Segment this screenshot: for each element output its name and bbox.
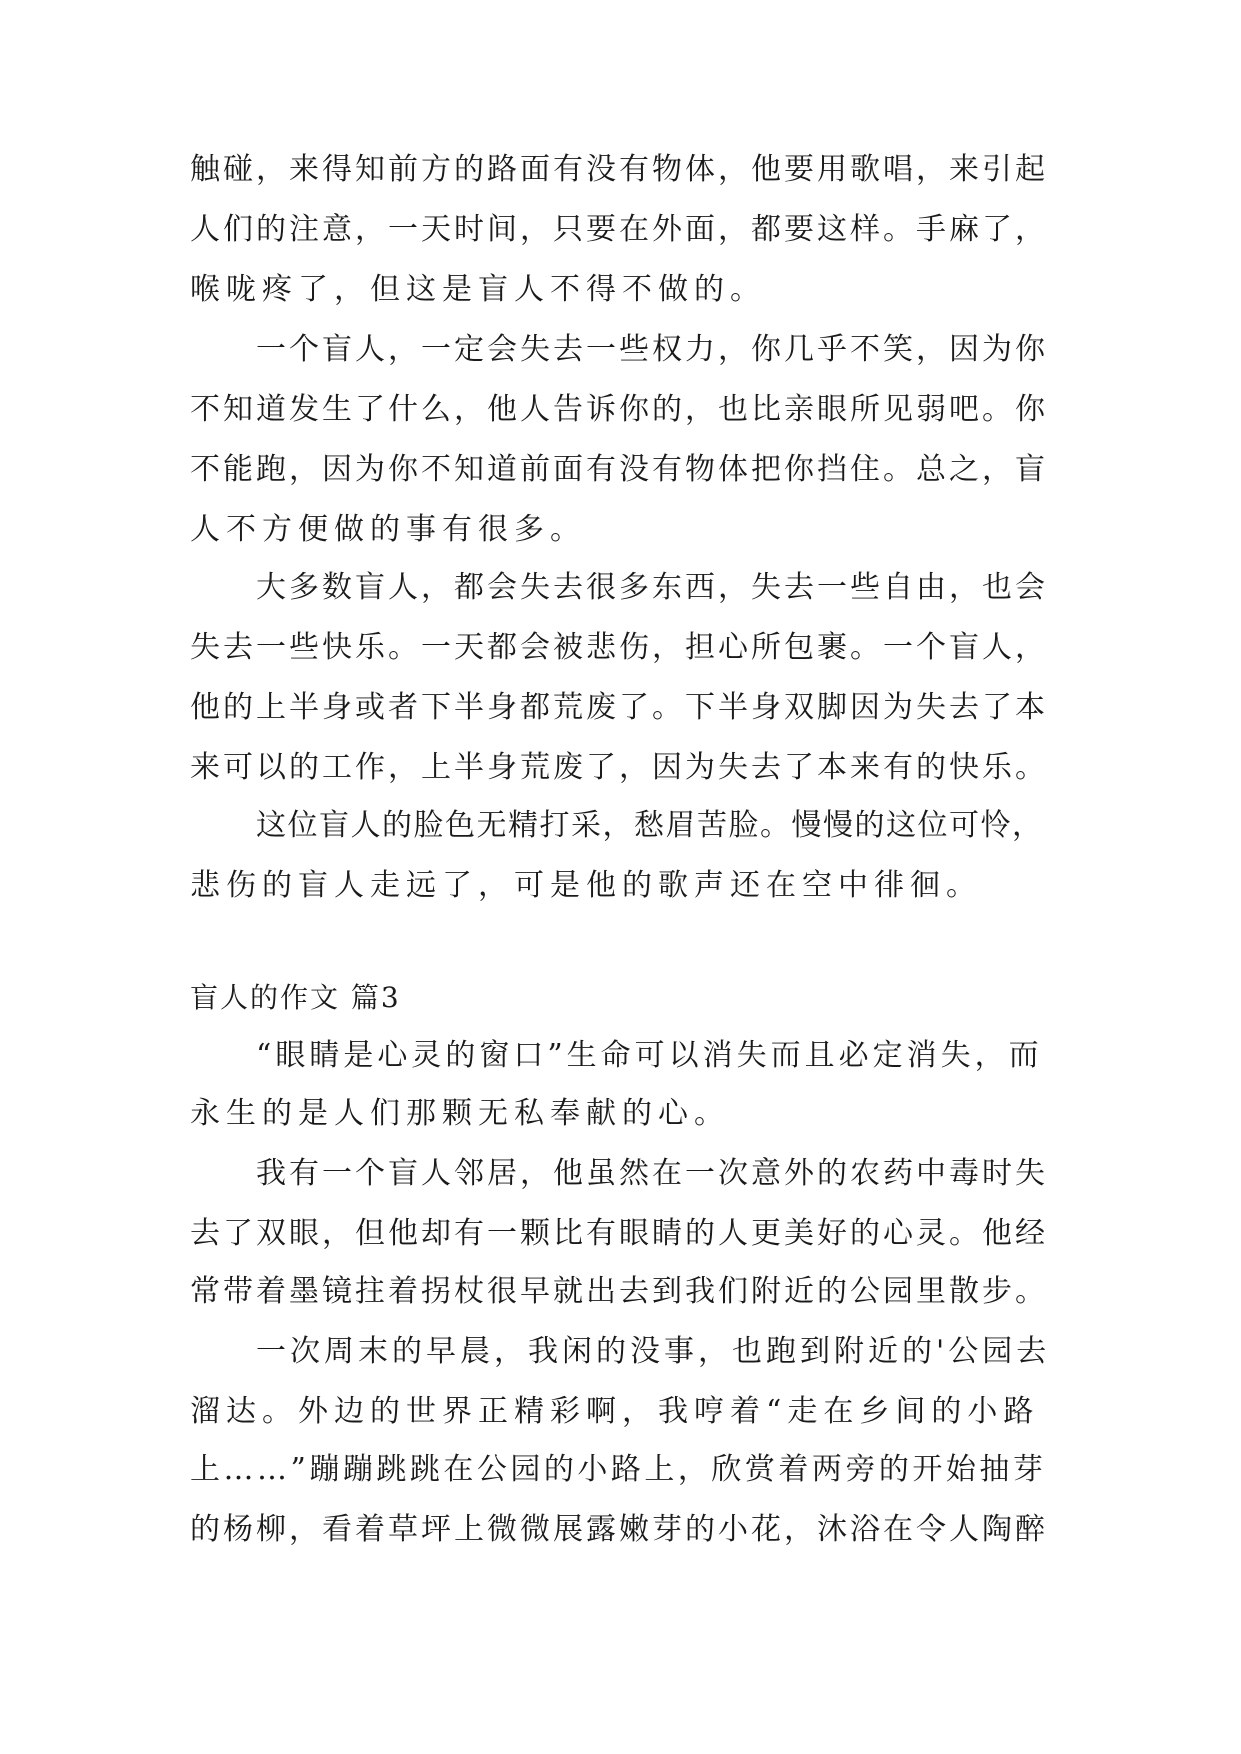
text-line: 去了双眼，但他却有一颗比有眼睛的人更美好的心灵。他经 [190, 1216, 1048, 1251]
text-line: 来可以的工作，上半身荒废了，因为失去了本来有的快乐。 [190, 750, 1048, 785]
text-line: 失去一些快乐。一天都会被悲伤，担心所包裹。一个盲人， [190, 630, 1048, 665]
text-line: 不能跑，因为你不知道前面有没有物体把你挡住。总之，盲 [190, 452, 1048, 487]
section-heading: 盲人的作文 篇3 [190, 981, 401, 1014]
text-line: 溜达。外边的世界正精彩啊，我哼着“走在乡间的小路 [190, 1394, 1040, 1429]
paragraph-start-line: 一次周末的早晨，我闲的没事，也跑到附近的'公园去 [256, 1334, 1051, 1369]
paragraph-start-line: “眼睛是心灵的窗口”生命可以消失而且必定消失，而 [256, 1038, 1043, 1073]
text-line: 永生的是人们那颗无私奉献的心。 [190, 1096, 730, 1131]
text-line: 他的上半身或者下半身都荒废了。下半身双脚因为失去了本 [190, 690, 1048, 725]
text-line: 不知道发生了什么，他人告诉你的，也比亲眼所见弱吧。你 [190, 392, 1048, 427]
paragraph-start-line: 大多数盲人，都会失去很多东西，失去一些自由，也会 [256, 570, 1048, 605]
paragraph-start-line: 我有一个盲人邻居，他虽然在一次意外的农药中毒时失 [256, 1156, 1048, 1191]
text-line: 人不方便做的事有很多。 [190, 512, 586, 547]
text-line: 上……”蹦蹦跳跳在公园的小路上，欣赏着两旁的开始抽芽 [190, 1452, 1047, 1487]
text-line: 悲伤的盲人走远了，可是他的歌声还在空中徘徊。 [190, 868, 982, 903]
text-line: 触碰，来得知前方的路面有没有物体，他要用歌唱，来引起 [190, 152, 1048, 187]
text-line: 常带着墨镜拄着拐杖很早就出去到我们附近的公园里散步。 [190, 1274, 1048, 1309]
text-line: 人们的注意，一天时间，只要在外面，都要这样。手麻了， [190, 212, 1048, 247]
paragraph-start-line: 一个盲人，一定会失去一些权力，你几乎不笑，因为你 [256, 332, 1048, 367]
text-line: 的杨柳，看着草坪上微微展露嫩芽的小花，沐浴在令人陶醉 [190, 1512, 1048, 1547]
text-line: 喉咙疼了，但这是盲人不得不做的。 [190, 272, 766, 307]
paragraph-start-line: 这位盲人的脸色无精打采，愁眉苦脸。慢慢的这位可怜， [256, 808, 1044, 843]
